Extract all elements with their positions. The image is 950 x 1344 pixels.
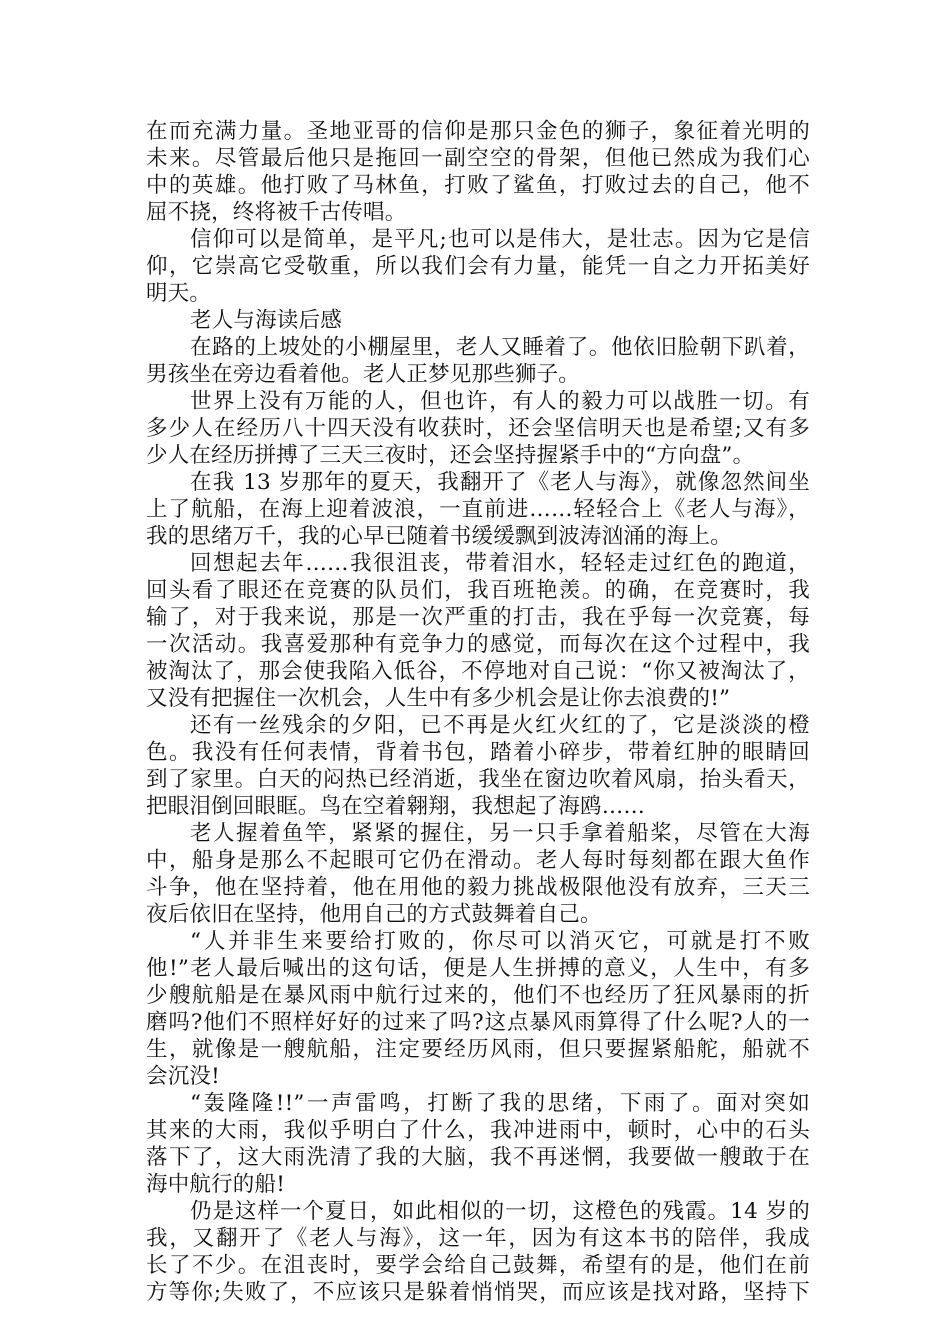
paragraph <box>146 712 810 820</box>
text-line: 在我 13 岁那年的夏天，我翻开了《老人与海》，就像忽然间坐 <box>190 470 810 495</box>
paragraph <box>146 226 810 307</box>
text-line: “轰隆隆!!”一声雷鸣，打断了我的思绪，下雨了。面对突如 <box>190 1091 810 1116</box>
text-line: 长了不少。在沮丧时，要学会给自己鼓舞，希望有的是，他们在前 <box>146 1253 810 1278</box>
text-line: 未来。尽管最后他只是拖回一副空空的骨架，但他已然成为我们心 <box>146 146 810 171</box>
text-line: 到了家里。白天的闷热已经消逝，我坐在窗边吹着风扇，抬头看天， <box>146 767 810 792</box>
text-line: 输了，对于我来说，那是一次严重的打击，我在乎每一次竞赛，每 <box>146 605 810 630</box>
text-line: 世界上没有万能的人，但也许，有人的毅力可以战胜一切。有 <box>190 389 810 414</box>
text-line: 仰，它崇高它受敬重，所以我们会有力量，能凭一自之力开拓美好 <box>146 254 810 279</box>
text-line: 多少人在经历八十四天没有收获时，还会坚信明天也是希望;又有多 <box>146 416 810 441</box>
text-line: 中，船身是那么不起眼可它仍在滑动。老人每时每刻都在跟大鱼作 <box>146 848 810 873</box>
heading-line: 老人与海读后感 <box>190 308 342 333</box>
text-line: 上了航船，在海上迎着波浪，一直前进……轻轻合上《老人与海》， <box>146 497 810 522</box>
text-line: 中的英雄。他打败了马林鱼，打败了鲨鱼，打败过去的自己，他不 <box>146 173 810 198</box>
text-line: 他!”老人最后喊出的这句话，便是人生拼搏的意义，人生中，有多 <box>146 956 810 981</box>
section-heading <box>146 307 810 334</box>
text-line: 我，又翻开了《老人与海》，这一年，因为有这本书的陪伴，我成 <box>146 1226 810 1251</box>
text-line: 会沉没! <box>146 1064 220 1089</box>
paragraph <box>146 469 810 550</box>
paragraph <box>146 1090 810 1198</box>
text-line: 把眼泪倒回眼眶。鸟在空着翱翔，我想起了海鸥…… <box>146 794 646 819</box>
text-line: 还有一丝残余的夕阳，已不再是火红火红的了，它是淡淡的橙 <box>190 713 810 738</box>
paragraph <box>146 118 810 226</box>
text-line: 男孩坐在旁边看着他。老人正梦见那些狮子。 <box>146 362 581 387</box>
paragraph <box>146 1198 810 1306</box>
text-line: 仍是这样一个夏日，如此相似的一切，这橙色的残霞。14 岁的 <box>190 1199 810 1224</box>
text-line: 被淘汰了，那会使我陷入低谷，不停地对自己说：“你又被淘汰了， <box>146 659 810 684</box>
text-line: 明天。 <box>146 281 212 306</box>
text-line: 在路的上坡处的小棚屋里，老人又睡着了。他依旧脸朝下趴着， <box>190 335 810 360</box>
text-line: 在而充满力量。圣地亚哥的信仰是那只金色的狮子，象征着光明的 <box>146 119 810 144</box>
text-line: 斗争，他在坚持着，他在用他的毅力挑战极限他没有放弃，三天三 <box>146 875 810 900</box>
text-line: 夜后依旧在坚持，他用自己的方式鼓舞着自己。 <box>146 902 602 927</box>
text-line: 回头看了眼还在竞赛的队员们，我百班艳羡。的确，在竞赛时，我 <box>146 578 810 603</box>
text-line: “人并非生来要给打败的，你尽可以消灭它，可就是打不败 <box>190 929 810 954</box>
text-line: 少艘航船是在暴风雨中航行过来的，他们不也经历了狂风暴雨的折 <box>146 983 810 1008</box>
text-line: 落下了，这大雨洗清了我的大脑，我不再迷惘，我要做一艘敢于在 <box>146 1145 810 1170</box>
text-line: 磨吗?他们不照样好好的过来了吗?这点暴风雨算得了什么呢?人的一 <box>146 1010 810 1035</box>
text-line: 生，就像是一艘航船，注定要经历风雨，但只要握紧船舵，船就不 <box>146 1037 810 1062</box>
paragraph <box>146 928 810 1090</box>
text-line: 老人握着鱼竿，紧紧的握住，另一只手拿着船桨，尽管在大海 <box>190 821 810 846</box>
paragraph <box>146 334 810 388</box>
text-line: 我的思绪万千，我的心早已随着书缓缓飘到波涛汹涌的海上。 <box>146 524 732 549</box>
paragraph <box>146 550 810 712</box>
text-line: 一次活动。我喜爱那种有竞争力的感觉，而每次在这个过程中，我 <box>146 632 810 657</box>
text-line: 又没有把握住一次机会，人生中有多少机会是让你去浪费的!” <box>146 686 731 711</box>
document-page <box>146 118 810 1306</box>
text-line: 信仰可以是简单，是平凡;也可以是伟大，是壮志。因为它是信 <box>190 227 810 252</box>
text-line: 回想起去年……我很沮丧，带着泪水，轻轻走过红色的跑道， <box>190 551 810 576</box>
text-line: 少人在经历拼搏了三天三夜时，还会坚持握紧手中的“方向盘”。 <box>146 443 755 468</box>
text-line: 海中航行的船! <box>146 1172 286 1197</box>
text-line: 方等你;失败了，不应该只是躲着悄悄哭，而应该是找对路，坚持下 <box>146 1280 810 1305</box>
text-line: 色。我没有任何表情，背着书包，踏着小碎步，带着红肿的眼睛回 <box>146 740 810 765</box>
text-line: 其来的大雨，我似乎明白了什么，我冲进雨中，顿时，心中的石头 <box>146 1118 810 1143</box>
paragraph <box>146 820 810 928</box>
text-line: 屈不挠，终将被千古传唱。 <box>146 200 407 225</box>
paragraph <box>146 388 810 469</box>
